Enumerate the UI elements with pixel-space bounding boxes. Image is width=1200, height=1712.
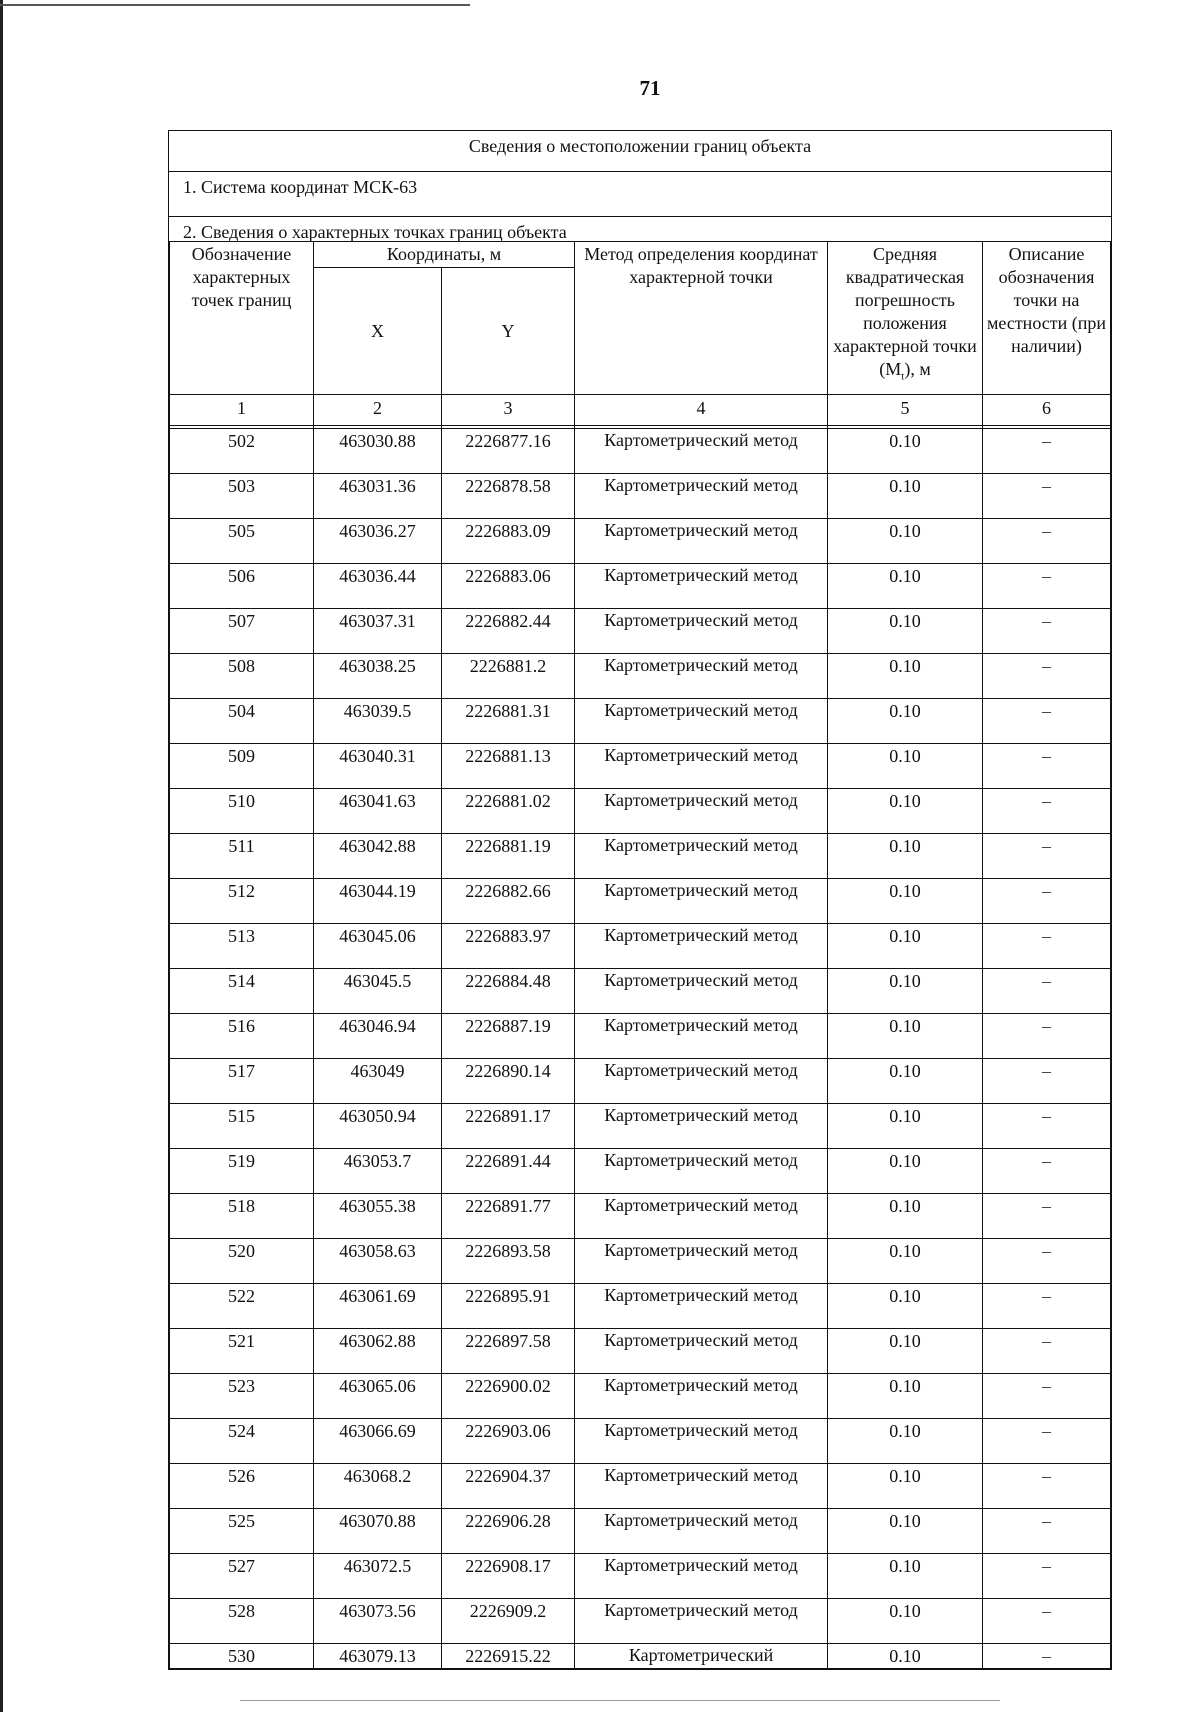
cell-method: Картометрический метод — [575, 1599, 828, 1644]
cell-y: 2226883.06 — [442, 564, 575, 609]
cell-y: 2226915.22 — [442, 1644, 575, 1669]
cell-point-id: 502 — [170, 429, 314, 474]
cell-mean-error: 0.10 — [828, 1239, 983, 1284]
cell-point-id: 515 — [170, 1104, 314, 1149]
cell-y: 2226891.77 — [442, 1194, 575, 1239]
cell-method: Картометрический метод — [575, 1194, 828, 1239]
boundary-info-table — [168, 130, 1112, 1670]
table-row — [170, 1149, 1111, 1194]
cell-point-id: 522 — [170, 1284, 314, 1329]
cell-x: 463040.31 — [314, 744, 442, 789]
cell-x: 463045.5 — [314, 969, 442, 1014]
cell-method: Картометрический метод — [575, 1104, 828, 1149]
cell-method: Картометрический — [575, 1644, 828, 1669]
cell-y: 2226884.48 — [442, 969, 575, 1014]
cell-y: 2226883.97 — [442, 924, 575, 969]
cell-mean-error: 0.10 — [828, 429, 983, 474]
cell-description: – — [983, 654, 1111, 699]
cell-x: 463055.38 — [314, 1194, 442, 1239]
cell-method: Картометрический метод — [575, 924, 828, 969]
cell-description: – — [983, 1509, 1111, 1554]
cell-description: – — [983, 1194, 1111, 1239]
cell-x: 463038.25 — [314, 654, 442, 699]
cell-description: – — [983, 1599, 1111, 1644]
cell-y: 2226881.31 — [442, 699, 575, 744]
table-row — [170, 1014, 1111, 1059]
cell-y: 2226893.58 — [442, 1239, 575, 1284]
table-row — [170, 1644, 1111, 1669]
cell-description: – — [983, 1329, 1111, 1374]
cell-point-id: 514 — [170, 969, 314, 1014]
table-row — [170, 789, 1111, 834]
cell-point-id: 510 — [170, 789, 314, 834]
cell-mean-error: 0.10 — [828, 1104, 983, 1149]
cell-mean-error: 0.10 — [828, 564, 983, 609]
cell-mean-error: 0.10 — [828, 699, 983, 744]
cell-mean-error: 0.10 — [828, 1014, 983, 1059]
cell-mean-error: 0.10 — [828, 1194, 983, 1239]
cell-method: Картометрический метод — [575, 1419, 828, 1464]
cell-method: Картометрический метод — [575, 699, 828, 744]
cell-description: – — [983, 879, 1111, 924]
scan-left-edge — [0, 0, 3, 1712]
column-number-2: 2 — [314, 395, 442, 426]
cell-x: 463046.94 — [314, 1014, 442, 1059]
cell-description: – — [983, 969, 1111, 1014]
cell-point-id: 512 — [170, 879, 314, 924]
column-number-4: 4 — [575, 395, 828, 426]
cell-y: 2226887.19 — [442, 1014, 575, 1059]
cell-x: 463053.7 — [314, 1149, 442, 1194]
cell-method: Картометрический метод — [575, 969, 828, 1014]
cell-description: – — [983, 699, 1111, 744]
points-table-body — [170, 429, 1111, 1669]
cell-x: 463044.19 — [314, 879, 442, 924]
table-row — [170, 1284, 1111, 1329]
cell-method: Картометрический метод — [575, 609, 828, 654]
cell-description: – — [983, 1554, 1111, 1599]
column-number-6: 6 — [983, 395, 1111, 426]
cell-y: 2226891.44 — [442, 1149, 575, 1194]
cell-mean-error: 0.10 — [828, 519, 983, 564]
cell-y: 2226882.66 — [442, 879, 575, 924]
cell-description: – — [983, 1059, 1111, 1104]
table-row — [170, 1374, 1111, 1419]
cell-point-id: 527 — [170, 1554, 314, 1599]
table-row — [170, 1239, 1111, 1284]
cell-point-id: 505 — [170, 519, 314, 564]
table-row — [170, 879, 1111, 924]
table-row — [170, 1059, 1111, 1104]
cell-x: 463072.5 — [314, 1554, 442, 1599]
cell-y: 2226881.19 — [442, 834, 575, 879]
cell-description: – — [983, 1239, 1111, 1284]
cell-x: 463039.5 — [314, 699, 442, 744]
column-number-1: 1 — [170, 395, 314, 426]
column-number-row — [170, 395, 1111, 426]
cell-point-id: 517 — [170, 1059, 314, 1104]
table-row — [170, 1509, 1111, 1554]
cell-description: – — [983, 1149, 1111, 1194]
cell-mean-error: 0.10 — [828, 1284, 983, 1329]
cell-x: 463066.69 — [314, 1419, 442, 1464]
cell-method: Картометрический метод — [575, 1554, 828, 1599]
cell-x: 463062.88 — [314, 1329, 442, 1374]
cell-mean-error: 0.10 — [828, 1149, 983, 1194]
cell-method: Картометрический метод — [575, 1464, 828, 1509]
cell-point-id: 525 — [170, 1509, 314, 1554]
cell-y: 2226891.17 — [442, 1104, 575, 1149]
points-section-label: 2. Сведения о характерных точках границ объекта — [183, 222, 567, 242]
cell-mean-error: 0.10 — [828, 1644, 983, 1669]
cell-y: 2226882.44 — [442, 609, 575, 654]
cell-mean-error: 0.10 — [828, 879, 983, 924]
header-method: Метод определения координат характерной точки — [575, 242, 828, 395]
cell-point-id: 507 — [170, 609, 314, 654]
cell-point-id: 504 — [170, 699, 314, 744]
cell-y: 2226877.16 — [442, 429, 575, 474]
cell-method: Картометрический метод — [575, 1149, 828, 1194]
header-mean-error: Средняя квадратическая погрешность положения характерной точки $(M_t)$, м — [828, 242, 983, 395]
table-title: Сведения о местоположении границ объекта — [169, 131, 1111, 172]
cell-x: 463031.36 — [314, 474, 442, 519]
cell-method: Картометрический метод — [575, 564, 828, 609]
cell-description: – — [983, 744, 1111, 789]
cell-method: Картометрический метод — [575, 744, 828, 789]
cell-x: 463073.56 — [314, 1599, 442, 1644]
header-point-designation: Обозначение характерных точек границ — [170, 242, 314, 395]
cell-point-id: 528 — [170, 1599, 314, 1644]
cell-x: 463065.06 — [314, 1374, 442, 1419]
cell-description: – — [983, 1284, 1111, 1329]
header-coordinates: Координаты, м — [314, 242, 575, 268]
cell-mean-error: 0.10 — [828, 1419, 983, 1464]
cell-x: 463045.06 — [314, 924, 442, 969]
cell-method: Картометрический метод — [575, 1329, 828, 1374]
cell-point-id: 519 — [170, 1149, 314, 1194]
cell-mean-error: 0.10 — [828, 1374, 983, 1419]
table-row — [170, 1464, 1111, 1509]
table-row — [170, 1599, 1111, 1644]
cell-description: – — [983, 1104, 1111, 1149]
cell-y: 2226897.58 — [442, 1329, 575, 1374]
scan-top-mark — [0, 4, 470, 6]
cell-y: 2226903.06 — [442, 1419, 575, 1464]
cell-point-id: 513 — [170, 924, 314, 969]
cell-x: 463070.88 — [314, 1509, 442, 1554]
cell-point-id: 521 — [170, 1329, 314, 1374]
cell-description: – — [983, 519, 1111, 564]
table-row — [170, 429, 1111, 474]
cell-method: Картометрический метод — [575, 789, 828, 834]
cell-x: 463061.69 — [314, 1284, 442, 1329]
table-row — [170, 609, 1111, 654]
cell-y: 2226881.02 — [442, 789, 575, 834]
cell-mean-error: 0.10 — [828, 654, 983, 699]
cell-y: 2226908.17 — [442, 1554, 575, 1599]
header-x: X — [314, 268, 442, 395]
cell-x: 463050.94 — [314, 1104, 442, 1149]
cell-point-id: 526 — [170, 1464, 314, 1509]
cell-description: – — [983, 429, 1111, 474]
table-row — [170, 1194, 1111, 1239]
cell-y: 2226881.13 — [442, 744, 575, 789]
cell-method: Картометрический метод — [575, 834, 828, 879]
cell-point-id: 508 — [170, 654, 314, 699]
cell-method: Картометрический метод — [575, 1374, 828, 1419]
table-row — [170, 1104, 1111, 1149]
cell-mean-error: 0.10 — [828, 969, 983, 1014]
cell-method: Картометрический метод — [575, 879, 828, 924]
cell-x: 463037.31 — [314, 609, 442, 654]
cell-mean-error: 0.10 — [828, 1329, 983, 1374]
cell-description: – — [983, 609, 1111, 654]
cell-method: Картометрический метод — [575, 1284, 828, 1329]
cell-point-id: 524 — [170, 1419, 314, 1464]
cell-method: Картометрический метод — [575, 474, 828, 519]
scan-bottom-mark — [240, 1700, 1000, 1701]
table-row — [170, 1419, 1111, 1464]
cell-x: 463068.2 — [314, 1464, 442, 1509]
cell-description: – — [983, 924, 1111, 969]
table-row — [170, 969, 1111, 1014]
cell-mean-error: 0.10 — [828, 744, 983, 789]
cell-y: 2226900.02 — [442, 1374, 575, 1419]
cell-method: Картометрический метод — [575, 429, 828, 474]
cell-mean-error: 0.10 — [828, 474, 983, 519]
table-row — [170, 1554, 1111, 1599]
cell-y: 2226895.91 — [442, 1284, 575, 1329]
cell-point-id: 518 — [170, 1194, 314, 1239]
cell-x: 463030.88 — [314, 429, 442, 474]
cell-description: – — [983, 1644, 1111, 1669]
cell-description: – — [983, 1464, 1111, 1509]
cell-x: 463041.63 — [314, 789, 442, 834]
table-row — [170, 519, 1111, 564]
cell-y: 2226890.14 — [442, 1059, 575, 1104]
cell-y: 2226878.58 — [442, 474, 575, 519]
cell-mean-error: 0.10 — [828, 1464, 983, 1509]
cell-description: – — [983, 1419, 1111, 1464]
cell-description: – — [983, 834, 1111, 879]
cell-y: 2226906.28 — [442, 1509, 575, 1554]
cell-mean-error: 0.10 — [828, 1599, 983, 1644]
cell-method: Картометрический метод — [575, 654, 828, 699]
cell-description: – — [983, 474, 1111, 519]
cell-point-id: 516 — [170, 1014, 314, 1059]
cell-method: Картометрический метод — [575, 1014, 828, 1059]
table-row — [170, 924, 1111, 969]
cell-method: Картометрический метод — [575, 1059, 828, 1104]
cell-y: 2226881.2 — [442, 654, 575, 699]
table-row — [170, 654, 1111, 699]
cell-x: 463036.44 — [314, 564, 442, 609]
cell-x: 463042.88 — [314, 834, 442, 879]
cell-point-id: 511 — [170, 834, 314, 879]
cell-mean-error: 0.10 — [828, 789, 983, 834]
cell-description: – — [983, 564, 1111, 609]
cell-x: 463036.27 — [314, 519, 442, 564]
cell-x: 463079.13 — [314, 1644, 442, 1669]
cell-point-id: 523 — [170, 1374, 314, 1419]
cell-description: – — [983, 1374, 1111, 1419]
coordinate-system-label: 1. Система координат МСК-63 — [169, 172, 1111, 217]
cell-mean-error: 0.10 — [828, 924, 983, 969]
cell-point-id: 506 — [170, 564, 314, 609]
cell-y: 2226904.37 — [442, 1464, 575, 1509]
cell-y: 2226909.2 — [442, 1599, 575, 1644]
page-number: 71 — [639, 76, 661, 100]
table-row — [170, 699, 1111, 744]
cell-method: Картометрический метод — [575, 519, 828, 564]
cell-method: Картометрический метод — [575, 1239, 828, 1284]
cell-x: 463058.63 — [314, 1239, 442, 1284]
cell-point-id: 503 — [170, 474, 314, 519]
cell-mean-error: 0.10 — [828, 1554, 983, 1599]
table-row — [170, 564, 1111, 609]
header-y: Y — [442, 268, 575, 395]
cell-description: – — [983, 1014, 1111, 1059]
cell-method: Картометрический метод — [575, 1509, 828, 1554]
cell-point-id: 509 — [170, 744, 314, 789]
cell-description: – — [983, 789, 1111, 834]
column-number-3: 3 — [442, 395, 575, 426]
cell-mean-error: 0.10 — [828, 1059, 983, 1104]
header-description: Описание обозначения точки на местности (при наличии) — [983, 242, 1111, 395]
cell-x: 463049 — [314, 1059, 442, 1104]
cell-mean-error: 0.10 — [828, 1509, 983, 1554]
cell-point-id: 520 — [170, 1239, 314, 1284]
points-table — [169, 241, 1111, 1669]
column-number-5: 5 — [828, 395, 983, 426]
cell-mean-error: 0.10 — [828, 834, 983, 879]
cell-mean-error: 0.10 — [828, 609, 983, 654]
table-row — [170, 834, 1111, 879]
table-row — [170, 474, 1111, 519]
cell-point-id: 530 — [170, 1644, 314, 1669]
table-row — [170, 1329, 1111, 1374]
table-row — [170, 744, 1111, 789]
cell-y: 2226883.09 — [442, 519, 575, 564]
